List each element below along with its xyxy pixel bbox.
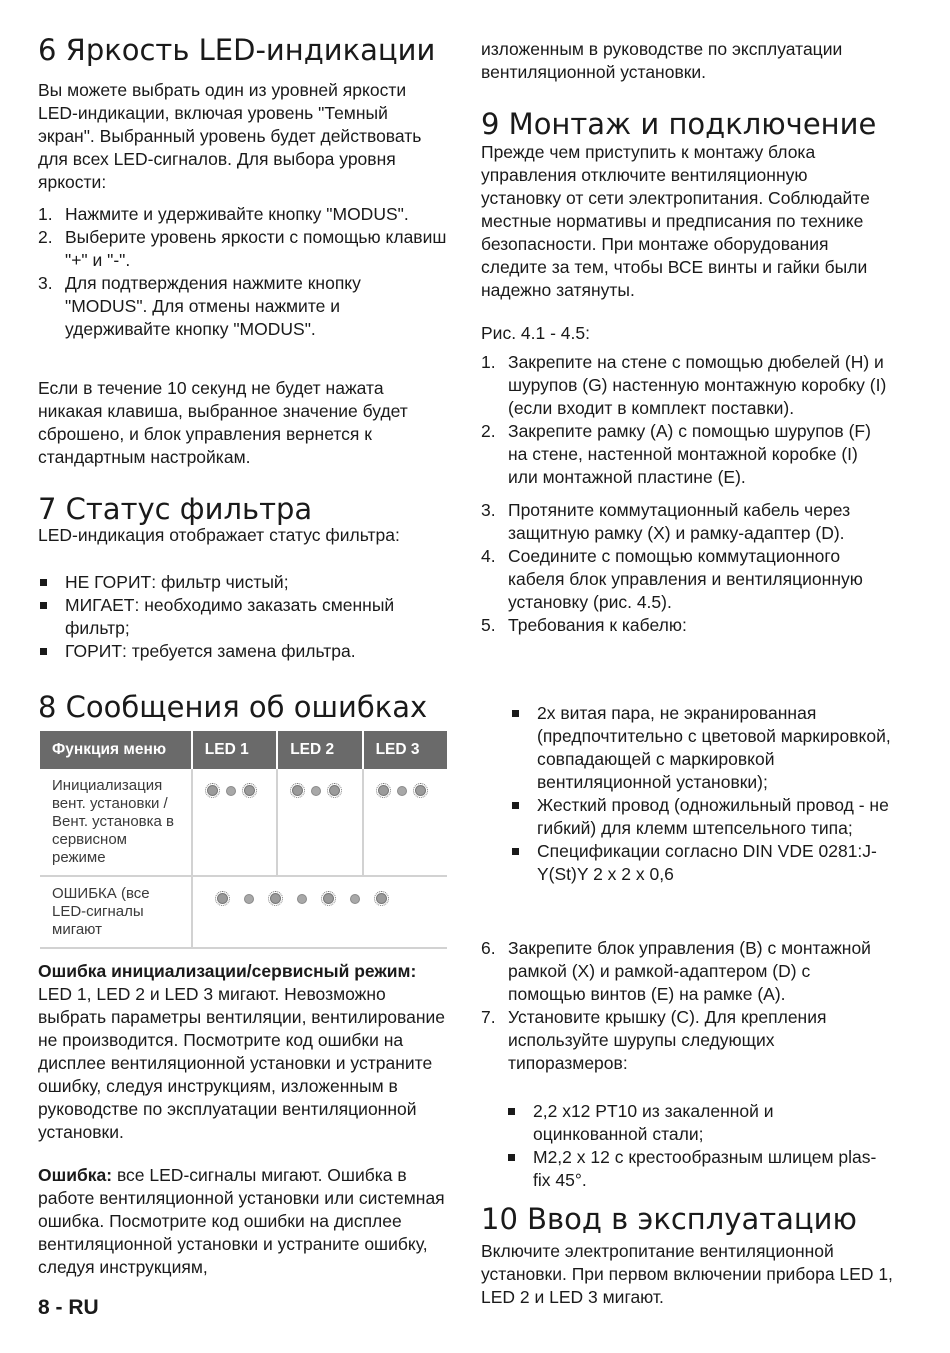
section-6-title: 6 Яркость LED-индикации bbox=[38, 33, 436, 67]
led-off-icon bbox=[351, 895, 359, 903]
step-item bbox=[481, 499, 891, 545]
section-6-steps bbox=[38, 203, 448, 341]
led-off-icon bbox=[227, 787, 235, 795]
list-item: ГОРИТ: требуется замена фильтра. bbox=[38, 640, 448, 663]
error-init-text: LED 1, LED 2 и LED 3 мигают. Невозможно выбрать параметры вентиляции, вентилирование не производится. Посмотрите код ошибки на дисплее вентиляционной установки и устраните ошибку, следуя инструкциям, изложенным в руководстве по эксплуатации вентиляционной установки. bbox=[38, 984, 446, 1142]
led-blink-icon bbox=[321, 891, 336, 906]
section-7-intro: LED-индикация отображает статус фильтра: bbox=[38, 525, 400, 545]
table-row bbox=[40, 769, 447, 876]
led-pattern bbox=[290, 777, 351, 798]
step-text: Установите крышку (C). Для крепления используйте шурупы следующих типоразмеров: bbox=[508, 1007, 827, 1073]
list-item: Жесткий провод (одножильный провод - не гибкий) для клемм штепсельного типа; bbox=[510, 794, 893, 840]
step-number: 3. bbox=[38, 273, 53, 293]
led-off-icon bbox=[245, 895, 253, 903]
column-header: LED 2 bbox=[277, 731, 362, 769]
led-blink-icon bbox=[376, 783, 391, 798]
table-header-row bbox=[40, 731, 447, 769]
list-item: 2,2 x12 PT10 из закаленной и оцинкованной стали; bbox=[506, 1100, 891, 1146]
error-label: Ошибка: bbox=[38, 1165, 113, 1185]
step-text: Нажмите и удерживайте кнопку "MODUS". bbox=[65, 204, 409, 224]
column-header: LED 3 bbox=[363, 731, 447, 769]
error-text: все LED-сигналы мигают. Ошибка в работе вентиляционной установки или системная ошибка. Посмотрите код ошибки на дисплее вентиляционной установки и устраните ошибку, следуя инструкциям, bbox=[38, 1165, 445, 1277]
table-cell-led1 bbox=[192, 769, 277, 876]
led-blink-icon bbox=[268, 891, 283, 906]
mounting-steps-continued bbox=[481, 937, 891, 1075]
led-off-icon bbox=[398, 787, 406, 795]
table-cell-function: Инициализация вент. установки / Вент. установка в сервисном режиме bbox=[40, 769, 192, 876]
filter-status-list bbox=[38, 571, 448, 663]
list-item: M2,2 x 12 с крестообразным шлицем plas-fix 45°. bbox=[506, 1146, 891, 1192]
screw-sizes bbox=[506, 1100, 891, 1192]
page-number: 8 - RU bbox=[38, 1296, 99, 1319]
led-pattern bbox=[205, 885, 437, 906]
step-number: 5. bbox=[481, 615, 496, 635]
step-item bbox=[38, 226, 448, 272]
table-cell-all-leds bbox=[192, 876, 447, 948]
section-10-title: 10 Ввод в эксплуатацию bbox=[481, 1202, 857, 1236]
section-9-intro: Прежде чем приступить к монтажу блока управления отключите вентиляционную установку от сети электропитания. Соблюдайте местные нормативы и предписания по технике безопасности. При монтаже оборудования следите за тем, чтобы ВСЕ винты и гайки были надежно затянуты. bbox=[481, 142, 870, 300]
step-number: 2. bbox=[38, 227, 53, 247]
step-text: Протяните коммутационный кабель через защитную рамку (X) и рамку-адаптер (D). bbox=[508, 500, 851, 543]
error-init-label: Ошибка инициализации/сервисный режим: bbox=[38, 961, 417, 981]
led-blink-icon bbox=[413, 783, 428, 798]
step-number: 2. bbox=[481, 421, 496, 441]
list-item: МИГАЕТ: необходимо заказать сменный фильтр; bbox=[38, 594, 448, 640]
error-paragraph bbox=[38, 1164, 450, 1279]
column-header: Функция меню bbox=[40, 731, 192, 769]
list-item: НЕ ГОРИТ: фильтр чистый; bbox=[38, 571, 448, 594]
list-item: 2x витая пара, не экранированная (предпочтительно с цветовой маркировкой, совпадающей с маркировкой вентиляционной установки); bbox=[510, 702, 893, 794]
table-cell-led2 bbox=[277, 769, 362, 876]
step-item bbox=[481, 937, 891, 1006]
step-item bbox=[481, 614, 891, 637]
section-8-title: 8 Сообщения об ошибках bbox=[38, 690, 428, 724]
step-number: 1. bbox=[481, 352, 496, 372]
led-blink-icon bbox=[205, 783, 220, 798]
section-10-text: Включите электропитание вентиляционной установки. При первом включении прибора LED 1, LED 2 и LED 3 мигают. bbox=[481, 1241, 893, 1307]
step-text: Соедините с помощью коммутационного кабеля блок управления и вентиляционную установку (рис. 4.5). bbox=[508, 546, 863, 612]
step-number: 1. bbox=[38, 204, 53, 224]
step-item bbox=[38, 203, 448, 226]
led-blink-icon bbox=[374, 891, 389, 906]
step-number: 4. bbox=[481, 546, 496, 566]
table-cell-led3 bbox=[363, 769, 447, 876]
table-cell-function: ОШИБКА (все LED-сигналы мигают bbox=[40, 876, 192, 948]
step-number: 3. bbox=[481, 500, 496, 520]
led-blink-icon bbox=[327, 783, 342, 798]
column-header: LED 1 bbox=[192, 731, 277, 769]
step-text: Закрепите рамку (A) с помощью шурупов (F) на стене, настенной монтажной коробке (I) или монтажной пластине (E). bbox=[508, 421, 871, 487]
section-9-title: 9 Монтаж и подключение bbox=[481, 107, 877, 141]
section-6-intro: Вы можете выбрать один из уровней яркости LED-индикации, включая уровень "Темный экран". Выбранный уровень будет действовать для всех LED-сигналов. Для выбора уровня яркости: bbox=[38, 80, 422, 192]
table-row bbox=[40, 876, 447, 948]
step-item bbox=[481, 1006, 891, 1075]
led-blink-icon bbox=[242, 783, 257, 798]
step-text: Закрепите блок управления (B) с монтажной рамкой (X) и рамкой-адаптером (D) с помощью винтов (E) на рамке (A). bbox=[508, 938, 871, 1004]
step-text: Выберите уровень яркости с помощью клавиш "+" и "-". bbox=[65, 227, 447, 270]
step-text: Требования к кабелю: bbox=[508, 615, 687, 635]
step-number: 6. bbox=[481, 938, 496, 958]
step-text: Для подтверждения нажмите кнопку "MODUS". Для отмены нажмите и удерживайте кнопку "MODUS". bbox=[65, 273, 361, 339]
mounting-steps bbox=[481, 351, 891, 637]
step-item bbox=[481, 351, 891, 420]
led-off-icon bbox=[298, 895, 306, 903]
led-blink-icon bbox=[290, 783, 305, 798]
list-item: Спецификации согласно DIN VDE 0281:J-Y(St)Y 2 x 2 x 0,6 bbox=[510, 840, 893, 886]
step-item bbox=[481, 420, 891, 489]
figure-reference: Рис. 4.1 - 4.5: bbox=[481, 323, 590, 343]
section-7-title: 7 Статус фильтра bbox=[38, 492, 313, 526]
step-item bbox=[38, 272, 448, 341]
error-table bbox=[40, 731, 447, 949]
led-blink-icon bbox=[215, 891, 230, 906]
section-6-note: Если в течение 10 секунд не будет нажата никакая клавиша, выбранное значение будет сброшено, и блок управления вернется к стандартным настройкам. bbox=[38, 378, 408, 467]
led-off-icon bbox=[312, 787, 320, 795]
led-pattern bbox=[205, 777, 266, 798]
cable-requirements bbox=[510, 702, 893, 886]
section-8-continuation: изложенным в руководстве по эксплуатации вентиляционной установки. bbox=[481, 39, 843, 82]
led-pattern bbox=[376, 777, 437, 798]
step-number: 7. bbox=[481, 1007, 496, 1027]
step-item bbox=[481, 545, 891, 614]
step-text: Закрепите на стене с помощью дюбелей (H) и шурупов (G) настенную монтажную коробку (I) (если входит в комплект поставки). bbox=[508, 352, 887, 418]
error-init-paragraph bbox=[38, 960, 450, 1144]
